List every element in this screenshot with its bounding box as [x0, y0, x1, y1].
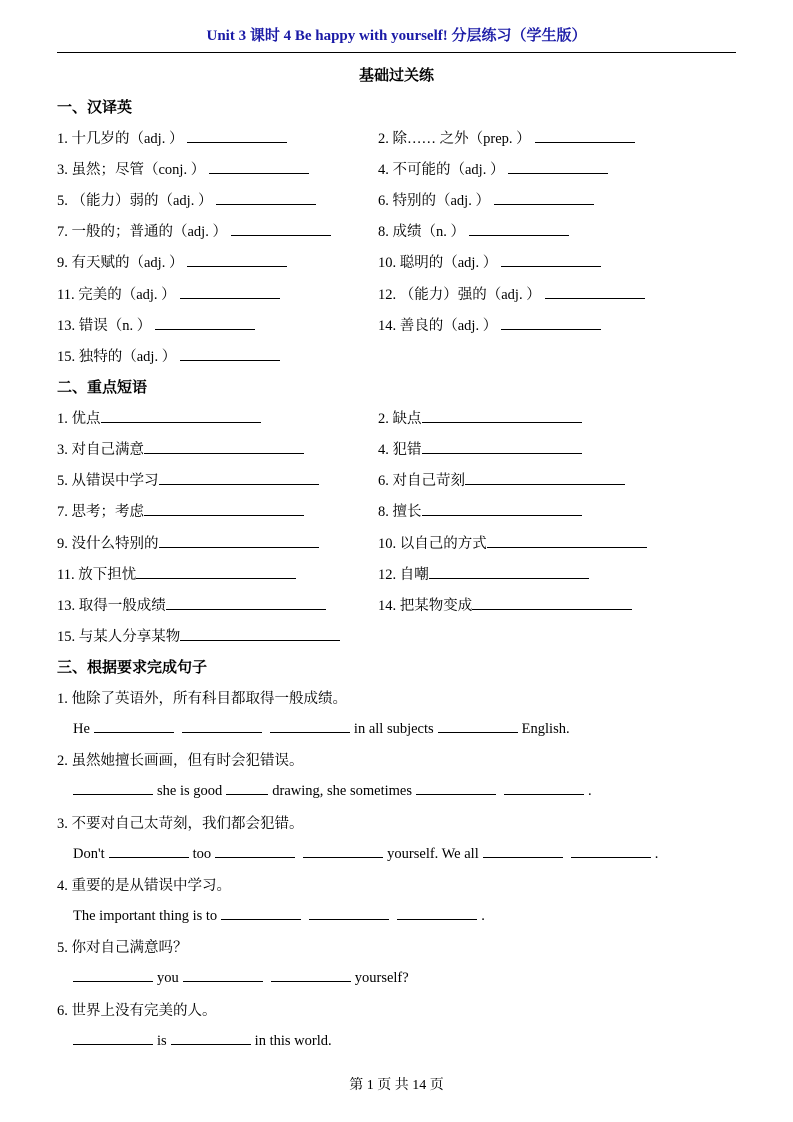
answer-blank[interactable] — [166, 595, 326, 610]
list-item: 14. 把某物变成 — [378, 594, 632, 615]
answer-blank[interactable] — [501, 252, 601, 267]
answer-blank[interactable] — [109, 843, 189, 858]
answer-blank[interactable] — [469, 221, 569, 236]
list-item: 14. 善良的（adj. ） — [378, 314, 601, 335]
list-item: 4. 犯错 — [378, 438, 582, 459]
list-item: 9. 没什么特别的 — [57, 532, 319, 553]
answer-blank[interactable] — [216, 190, 316, 205]
answer-blank[interactable] — [215, 843, 295, 858]
answer-blank[interactable] — [159, 533, 319, 548]
list-item: 9. 有天赋的（adj. ） — [57, 251, 287, 272]
answer-blank[interactable] — [501, 315, 601, 330]
answer-blank[interactable] — [73, 967, 153, 982]
answer-line: she is good drawing, she sometimes . — [73, 780, 592, 800]
list-item: 12. 自嘲 — [378, 563, 589, 584]
question-prompt: 5. 你对自己满意吗？ — [57, 940, 188, 956]
question-prompt: 1. 他除了英语外，所有科目都取得一般成绩。 — [57, 691, 347, 707]
answer-line: He in all subjects English. — [73, 718, 570, 738]
answer-blank[interactable] — [309, 905, 389, 920]
answer-blank[interactable] — [231, 221, 331, 236]
list-item: 4. 不可能的（adj. ） — [378, 158, 608, 179]
answer-blank[interactable] — [397, 905, 477, 920]
answer-blank[interactable] — [487, 533, 647, 548]
answer-blank[interactable] — [504, 780, 584, 795]
answer-blank[interactable] — [465, 470, 625, 485]
answer-blank[interactable] — [571, 843, 651, 858]
list-item: 11. 放下担忧 — [57, 563, 296, 584]
question-prompt: 2. 虽然她擅长画画，但有时会犯错误。 — [57, 753, 304, 769]
answer-blank[interactable] — [422, 501, 582, 516]
answer-blank[interactable] — [494, 190, 594, 205]
list-item: 8. 成绩（n. ） — [378, 220, 569, 241]
answer-blank[interactable] — [182, 718, 262, 733]
answer-blank[interactable] — [416, 780, 496, 795]
answer-blank[interactable] — [144, 439, 304, 454]
list-item: 12. （能力）强的（adj. ） — [378, 283, 645, 304]
answer-blank[interactable] — [271, 967, 351, 982]
question-prompt: 6. 世界上没有完美的人。 — [57, 1003, 217, 1019]
answer-blank[interactable] — [101, 408, 261, 423]
list-item: 13. 错误（n. ） — [57, 314, 255, 335]
answer-line: Don't too yourself. We all . — [73, 843, 658, 863]
list-item: 13. 取得一般成绩 — [57, 594, 326, 615]
answer-blank[interactable] — [73, 780, 153, 795]
question-prompt: 4. 重要的是从错误中学习。 — [57, 878, 231, 894]
list-item: 1. 优点 — [57, 407, 261, 428]
answer-blank[interactable] — [270, 718, 350, 733]
document-title: Unit 3 课时 4 Be happy with yourself! 分层练习（学生版） — [206, 28, 587, 44]
list-item: 10. 以自己的方式 — [378, 532, 647, 553]
list-item: 11. 完美的（adj. ） — [57, 283, 280, 304]
list-item: 1. 十几岁的（adj. ） — [57, 127, 287, 148]
answer-blank[interactable] — [545, 284, 645, 299]
answer-blank[interactable] — [144, 501, 304, 516]
page-number: 第 1 页 共 14 页 — [349, 1078, 444, 1093]
answer-blank[interactable] — [508, 159, 608, 174]
section-heading-translation: 一、汉译英 — [57, 98, 133, 116]
list-item: 5. 从错误中学习 — [57, 469, 319, 490]
answer-blank[interactable] — [221, 905, 301, 920]
list-item: 2. 缺点 — [378, 407, 582, 428]
answer-blank[interactable] — [535, 128, 635, 143]
answer-blank[interactable] — [438, 718, 518, 733]
list-item: 7. 思考；考虑 — [57, 500, 304, 521]
list-item: 3. 对自己满意 — [57, 438, 304, 459]
list-item: 15. 独特的（adj. ） — [57, 345, 280, 366]
list-item: 6. 特别的（adj. ） — [378, 189, 594, 210]
list-item: 5. （能力）弱的（adj. ） — [57, 189, 316, 210]
section-heading-phrases: 二、重点短语 — [57, 378, 148, 396]
list-item: 3. 虽然；尽管（conj. ） — [57, 158, 309, 179]
list-item: 10. 聪明的（adj. ） — [378, 251, 601, 272]
answer-blank[interactable] — [180, 626, 340, 641]
answer-blank[interactable] — [483, 843, 563, 858]
answer-blank[interactable] — [209, 159, 309, 174]
answer-blank[interactable] — [472, 595, 632, 610]
answer-line: The important thing is to . — [73, 905, 485, 925]
list-item: 8. 擅长 — [378, 500, 582, 521]
answer-blank[interactable] — [180, 346, 280, 361]
answer-blank[interactable] — [73, 1030, 153, 1045]
list-item: 7. 一般的；普通的（adj. ） — [57, 220, 331, 241]
question-prompt: 3. 不要对自己太苛刻，我们都会犯错。 — [57, 816, 304, 832]
answer-blank[interactable] — [171, 1030, 251, 1045]
answer-blank[interactable] — [136, 564, 296, 579]
list-item: 6. 对自己苛刻 — [378, 469, 625, 490]
answer-blank[interactable] — [180, 284, 280, 299]
answer-blank[interactable] — [429, 564, 589, 579]
answer-blank[interactable] — [187, 252, 287, 267]
answer-blank[interactable] — [159, 470, 319, 485]
list-item: 2. 除…… 之外（prep. ） — [378, 127, 635, 148]
answer-blank[interactable] — [422, 408, 582, 423]
answer-blank[interactable] — [183, 967, 263, 982]
answer-blank[interactable] — [94, 718, 174, 733]
main-section-title: 基础过关练 — [358, 66, 434, 84]
answer-blank[interactable] — [226, 780, 268, 795]
answer-line: you yourself? — [73, 967, 409, 987]
answer-blank[interactable] — [422, 439, 582, 454]
answer-blank[interactable] — [187, 128, 287, 143]
answer-blank[interactable] — [155, 315, 255, 330]
header-divider — [57, 52, 736, 53]
list-item: 15. 与某人分享某物 — [57, 625, 340, 646]
section-heading-sentences: 三、根据要求完成句子 — [57, 658, 208, 676]
answer-blank[interactable] — [303, 843, 383, 858]
answer-line: is in this world. — [73, 1030, 332, 1050]
